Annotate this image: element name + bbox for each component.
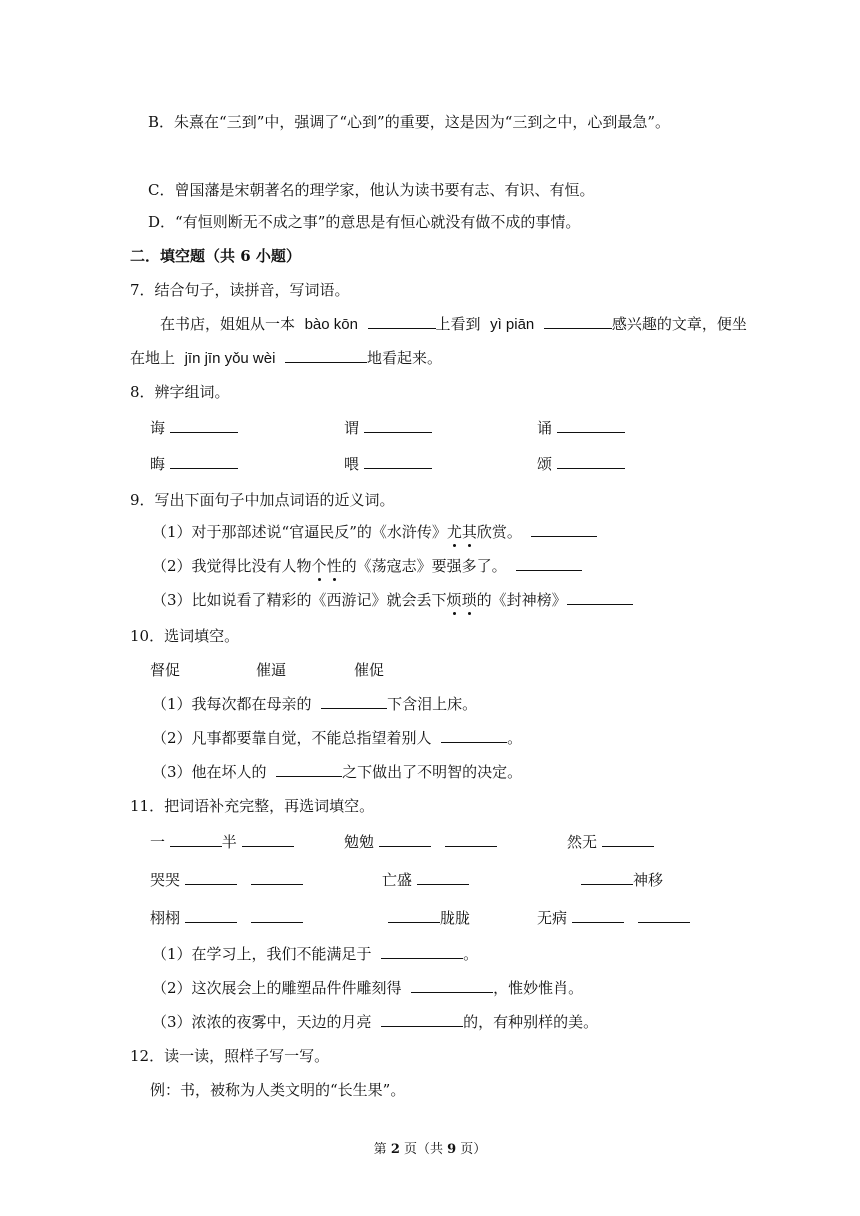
q9-s2: （2）我觉得比没有人物个性的《荡寇志》要强多了。 bbox=[152, 556, 582, 576]
q11-s1: （1）在学习上，我们不能满足于 。 bbox=[152, 945, 479, 963]
blank[interactable] bbox=[276, 762, 342, 777]
pinyin-2: yì piān bbox=[490, 316, 535, 333]
q8-title: 8．辨字组词。 bbox=[130, 383, 230, 401]
blank[interactable] bbox=[379, 832, 431, 847]
word-option: 催逼 bbox=[256, 661, 287, 679]
page-footer: 第 2 页（共 9 页） bbox=[373, 1142, 487, 1157]
q12-example: 例：书，被称为人类文明的“长生果”。 bbox=[150, 1081, 406, 1099]
q11-title: 11．把词语补充完整，再选词填空。 bbox=[130, 797, 375, 815]
blank[interactable] bbox=[368, 314, 436, 329]
q10-s1: （1）我每次都在母亲的 下含泪上床。 bbox=[152, 695, 478, 713]
blank[interactable] bbox=[557, 418, 625, 433]
blank[interactable] bbox=[381, 944, 463, 959]
blank[interactable] bbox=[364, 454, 432, 469]
q10-s3: （3）他在坏人的 之下做出了不明智的决定。 bbox=[152, 763, 523, 781]
blank[interactable] bbox=[411, 978, 493, 993]
section-title: 二．填空题（共 6 小题） bbox=[130, 247, 301, 265]
page-number: 2 bbox=[390, 1142, 400, 1157]
option-b: B．朱熹在“三到”中，强调了“心到”的重要，这是因为“三到之中，心到最急”。 bbox=[148, 113, 671, 131]
dotted-char: 烦 bbox=[446, 591, 462, 609]
blank[interactable] bbox=[242, 832, 294, 847]
blank[interactable] bbox=[170, 832, 222, 847]
pinyin-3: jīn jīn yǒu wèi bbox=[184, 350, 276, 367]
word-option: 催促 bbox=[354, 661, 385, 679]
blank[interactable] bbox=[170, 454, 238, 469]
blank[interactable] bbox=[417, 870, 469, 885]
word-option: 督促 bbox=[150, 661, 181, 679]
blank[interactable] bbox=[516, 556, 582, 571]
blank[interactable] bbox=[531, 522, 597, 537]
blank[interactable] bbox=[567, 590, 633, 605]
blank[interactable] bbox=[572, 908, 624, 923]
blank[interactable] bbox=[602, 832, 654, 847]
blank[interactable] bbox=[445, 832, 497, 847]
blank[interactable] bbox=[185, 908, 237, 923]
q7-line1: 在书店，姐姐从一本 bào kōn 上看到 yì piān 感兴趣的文章，便坐 bbox=[160, 315, 747, 333]
blank[interactable] bbox=[441, 728, 507, 743]
q7-title: 7．结合句子，读拼音，写词语。 bbox=[130, 281, 350, 299]
blank[interactable] bbox=[388, 908, 440, 923]
blank[interactable] bbox=[251, 870, 303, 885]
blank[interactable] bbox=[581, 870, 633, 885]
blank[interactable] bbox=[321, 694, 387, 709]
blank[interactable] bbox=[170, 418, 238, 433]
q12-title: 12．读一读，照样子写一写。 bbox=[130, 1047, 330, 1065]
dotted-char: 尤 bbox=[446, 523, 462, 541]
dotted-char: 琐 bbox=[461, 591, 477, 609]
option-d: D．“有恒则断无不成之事”的意思是有恒心就没有做不成的事情。 bbox=[148, 213, 581, 231]
q9-s1: （1）对于那部述说“官逼民反”的《水浒传》尤其欣赏。 bbox=[152, 522, 597, 542]
blank[interactable] bbox=[285, 348, 367, 363]
q11-s2: （2）这次展会上的雕塑品件件雕刻得 ，惟妙惟肖。 bbox=[152, 979, 584, 997]
q10-s2: （2）凡事都要靠自觉，不能总指望着别人 。 bbox=[152, 729, 523, 747]
option-c: C．曾国藩是宋朝著名的理学家，他认为读书要有志、有识、有恒。 bbox=[148, 181, 595, 199]
q7-line2: 在地上 jīn jīn yǒu wèi 地看起来。 bbox=[130, 349, 443, 367]
blank[interactable] bbox=[557, 454, 625, 469]
q9-s3: （3）比如说看了精彩的《西游记》就会丢下烦琐的《封神榜》 bbox=[152, 590, 633, 610]
q10-title: 10．选词填空。 bbox=[130, 627, 240, 645]
blank[interactable] bbox=[364, 418, 432, 433]
blank[interactable] bbox=[638, 908, 690, 923]
dotted-char: 个 bbox=[311, 557, 327, 575]
q11-s3: （3）浓浓的夜雾中，天边的月亮 的，有种别样的美。 bbox=[152, 1013, 599, 1031]
dotted-char: 其 bbox=[461, 523, 477, 541]
q9-title: 9．写出下面句子中加点词语的近义词。 bbox=[130, 491, 395, 509]
blank[interactable] bbox=[185, 870, 237, 885]
total-pages: 9 bbox=[447, 1142, 457, 1157]
blank[interactable] bbox=[251, 908, 303, 923]
blank[interactable] bbox=[381, 1012, 463, 1027]
blank[interactable] bbox=[544, 314, 612, 329]
dotted-char: 性 bbox=[326, 557, 342, 575]
pinyin-1: bào kōn bbox=[304, 316, 358, 333]
